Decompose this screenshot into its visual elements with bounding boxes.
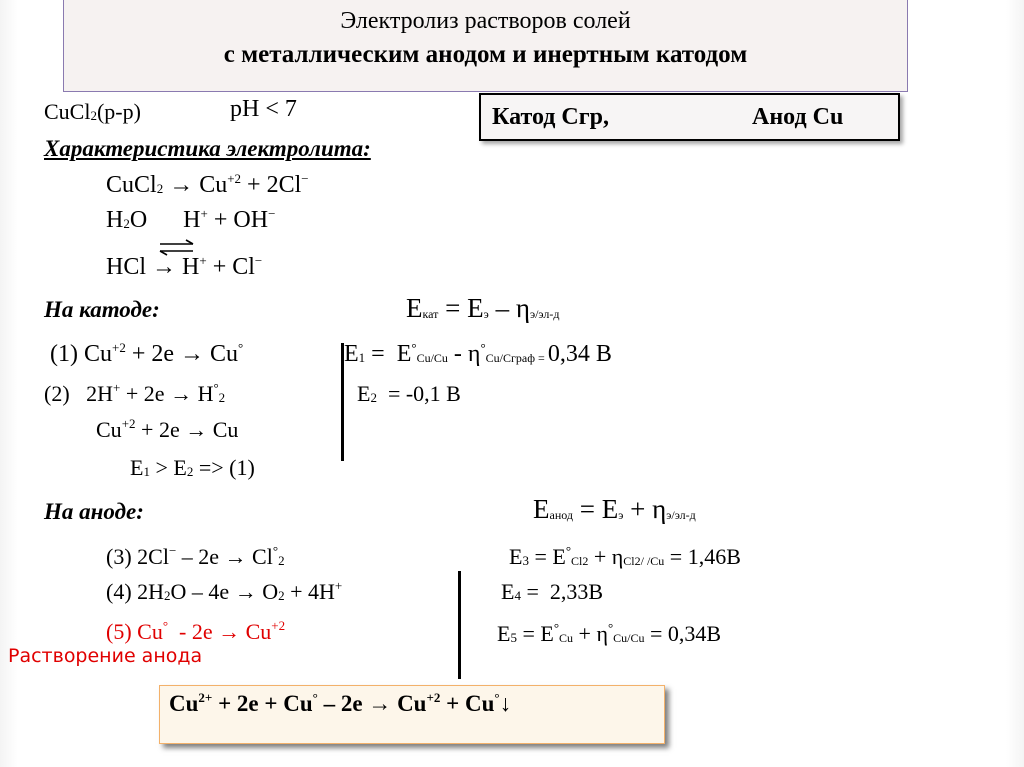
solution-formula: CuCl$_2$(р-р) [44, 99, 141, 124]
electrolyte-heading: Характеристика электролита: [44, 136, 371, 161]
anode-e4: $E_4 = 2,33В$ [501, 579, 604, 604]
anode-reaction-5: (5) $Cu^\circ - 2е \to Cu^{+2}$ [106, 618, 286, 644]
electrode-box [479, 93, 900, 141]
anode-reaction-4: (4) $2H_2O - 4е \to O_2 + 4H^+$ [106, 578, 343, 604]
title-line-2: с металлическим анодом и инертным катодом [223, 41, 748, 68]
anode-reaction-3: (3) $2Cl^- - 2е \to Cl^\circ_2$ [106, 543, 285, 569]
title-line-1: Электролиз растворов солей [340, 8, 631, 34]
cathode-e2: $E_2 = -0,1$ В [357, 381, 461, 406]
dissociation-hcl: HCl → H+ + Cl− [106, 253, 263, 280]
anode-e3: $E_3 = E^\circ Cl2 + \eta Cl2/$ /Cu = 1,46В [509, 543, 741, 569]
anode-dissolution-label: Растворение анода [8, 645, 203, 667]
title-box [63, 0, 908, 92]
cathode-label: Катод Сгр, [492, 104, 609, 130]
summary-equation: $Cu^{2+} + 2e + Cu^\circ - 2e \to Cu^{+2}$ + Cu°↓ [169, 690, 512, 716]
anode-label: Анод Cu [752, 104, 844, 130]
ph-value: pH < 7 [230, 96, 297, 122]
anode-potential-formula: Eанод = Eэ + ηэ/эл-д [533, 494, 696, 524]
dissociation-cucl2: CuCl$_2$ → $Cu^{+2} + 2Cl^-$ [106, 171, 309, 198]
anode-heading: На аноде: [44, 499, 144, 524]
dissociation-water: $H_2O$ H+ + OH− [106, 206, 276, 233]
cathode-e1: $E_1 = E^\circ Cu/Cu$ - η°Cu/Сграф = 0,34 В [344, 340, 612, 367]
cathode-reaction-2: (2) $2H^+ + 2е \to H^\circ_2$ [44, 380, 226, 406]
anode-divider [458, 571, 461, 679]
cathode-comparison: $E_1 > E_2 => (1)$ [130, 455, 255, 480]
cathode-potential-formula: Eкат = Eэ – ηэ/эл-д [406, 293, 560, 323]
cathode-heading: На катоде: [44, 297, 160, 322]
cathode-divider [341, 343, 344, 461]
anode-e5: $E_5 = E^\circ Cu + \eta^\circ Cu/Cu = 0,34В$ [497, 620, 722, 646]
summary-equation-box [159, 685, 665, 744]
cathode-reaction-1: (1) $Cu^{+2} + 2е \to Cu^\circ$ [50, 340, 244, 367]
cathode-reaction-3: $Cu^{+2} + 2е \to Cu$ [96, 416, 239, 442]
